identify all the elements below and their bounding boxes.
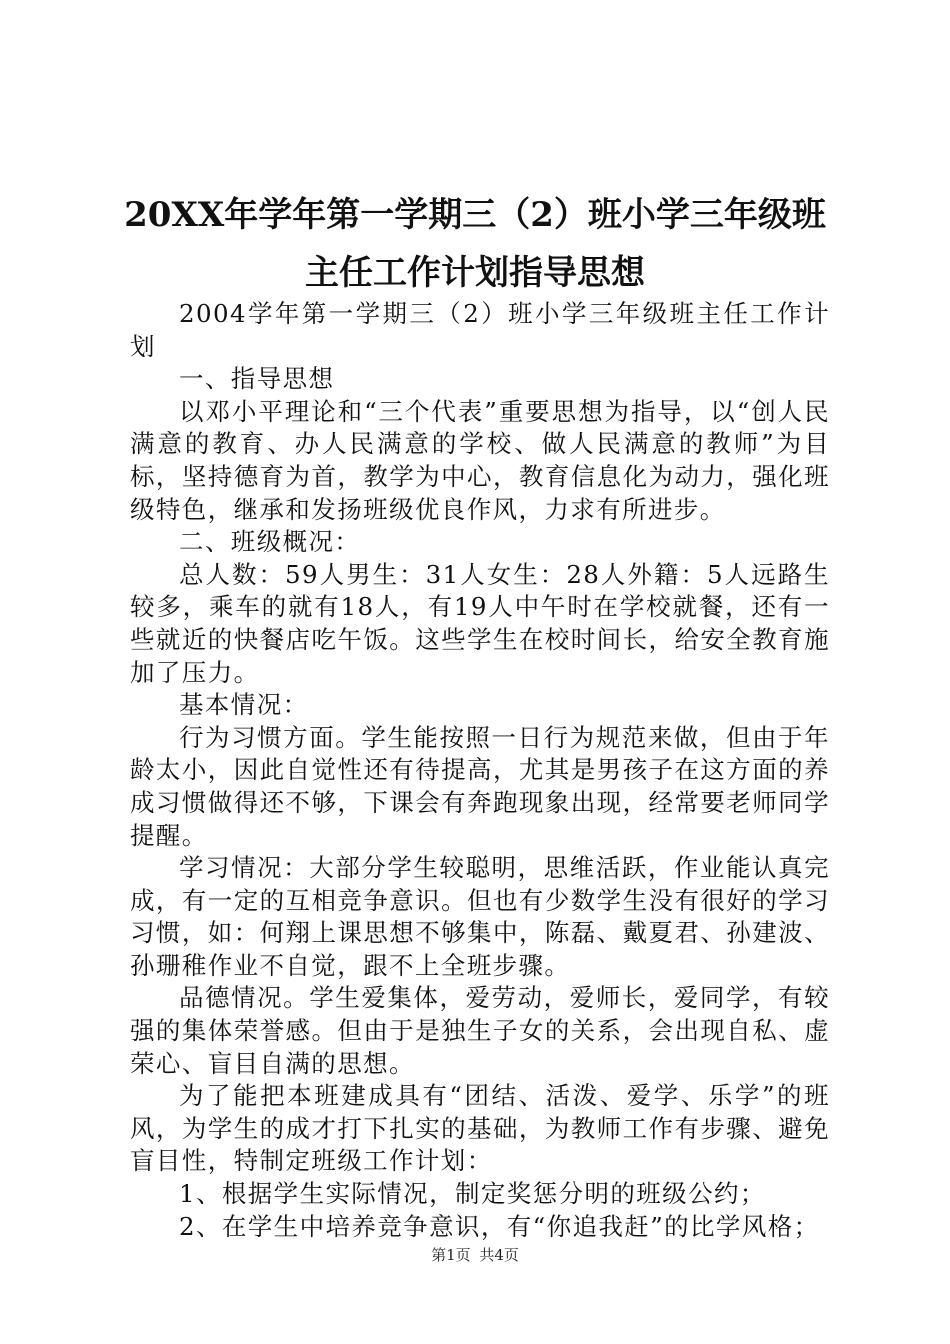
- page-total: 共4页: [479, 1246, 519, 1264]
- document-title: [100, 186, 850, 302]
- list-item-2: 2、在学生中培养竞争意识，有“你追我赶”的比学风格；: [179, 1211, 820, 1241]
- heading-basic-situation: 基本情况：: [179, 690, 309, 720]
- page-number: 第1页: [431, 1246, 471, 1264]
- paragraph-moral-situation: 品德情况。学生爱集体，爱劳动，爱师长，爱同学，有较强的集体荣誉感。但由于是独生子女的关系，会出现自私、虚荣心、盲目自满的思想。: [130, 983, 830, 1078]
- document-title-line-1: 20XX年学年第一学期三（2）班小学三年级班: [124, 195, 826, 235]
- paragraph-class-overview: 总人数：59人男生：31人女生：28人外籍：5人远路生较多，乘车的就有18人，有19人中午时在学校就餐，还有一些就近的快餐店吃午饭。这些学生在校时间长，给安全教育施加了压力。: [130, 559, 830, 687]
- heading-class-overview: 二、班级概况：: [179, 527, 361, 557]
- document-title-line-2: 主任工作计划指导思想: [305, 253, 645, 293]
- paragraph-study-situation: 学习情况：大部分学生较聪明，思维活跃，作业能认真完成，有一定的互相竞争意识。但也有少数学生没有很好的学习习惯，如：何翔上课思想不够集中，陈磊、戴夏君、孙建波、孙珊稚作业不自觉，跟不上全班步骤。: [130, 853, 830, 980]
- paragraph-work-plan-intro: 为了能把本班建成具有“团结、活泼、爱学、乐学”的班风，为学生的成才打下扎实的基础，为教师工作有步骤、避免盲目性，特制定班级工作计划：: [130, 1081, 830, 1176]
- paragraph-behavior-habits: 行为习惯方面。学生能按照一日行为规范来做，但由于年龄太小，因此自觉性还有待提高，尤其是男孩子在这方面的养成习惯做得还不够，下课会有奔跑现象出现，经常要老师同学提醒。: [130, 722, 830, 850]
- paragraph-guiding-ideology: 以邓小平理论和“三个代表”重要思想为指导，以“创人民满意的教育、办人民满意的学校、做人民满意的教师”为目标，坚持德育为首，教学为中心，教育信息化为动力，强化班级特色，继承和发扬班级优良作风，力求有所进步。: [130, 396, 830, 524]
- page-footer: [0, 1245, 950, 1265]
- list-item-1: 1、根据学生实际情况，制定奖惩分明的班级公约；: [179, 1179, 766, 1209]
- paragraph-subtitle: 2004学年第一学期三（2）班小学三年级班主任工作计划: [130, 299, 830, 361]
- heading-guiding-ideology: 一、指导思想: [179, 364, 335, 394]
- document-body: [130, 298, 830, 1243]
